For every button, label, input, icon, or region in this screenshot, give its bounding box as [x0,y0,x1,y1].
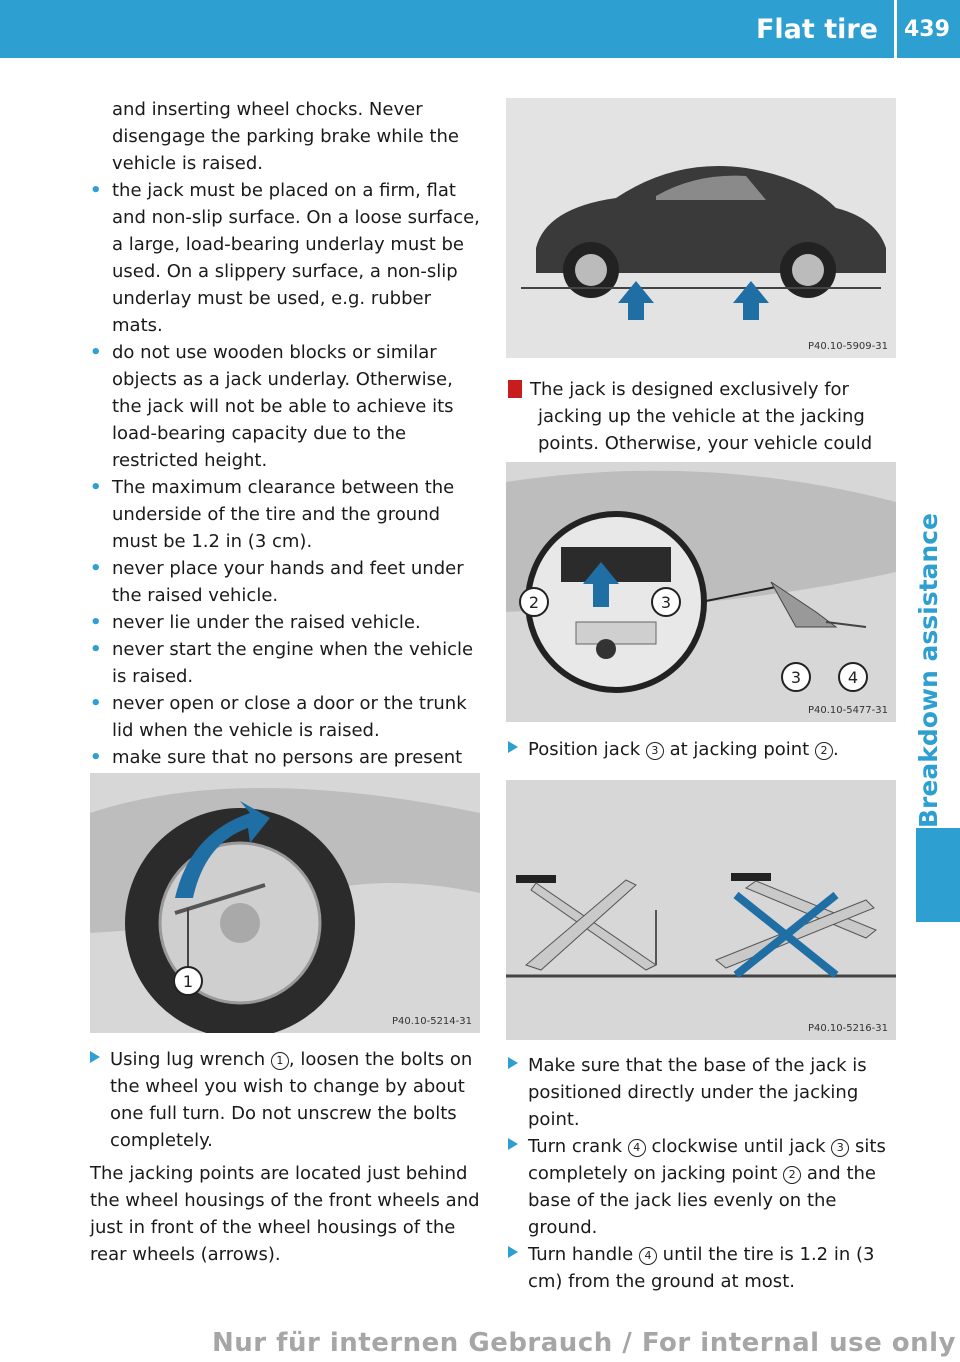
position-step: Position jack 3 at jacking point 2 . [508,736,900,763]
callout-3: 3 [660,593,672,612]
step-arrow-icon [508,1138,518,1150]
step-arrow-icon [508,741,518,753]
list-item: • never place your hands and feet under the raised vehicle. [90,558,464,606]
vehicle-jacking-points-figure [506,98,896,358]
list-item: • The maximum clearance between the underside of the tire and the ground must be 1.2 in (3 cm). [90,477,455,552]
car-side-illustration [506,98,896,358]
step-arrow-icon [508,1057,518,1069]
list-item: • the jack must be placed on a firm, flat and non-slip surface. On a loose surface, a large, load-bearing underlay must be used. On a slippery surface, a non-slip underlay must be used, e.g. rubber mats. [90,180,480,336]
callout-1: 1 [182,972,194,991]
page-header [0,0,960,58]
left-column-lower [90,1046,482,1268]
figure-code: P40.10-5477-31 [807,705,888,716]
lug-wrench-figure [90,773,480,1033]
section-tab-block [916,828,960,922]
intro-text: and inserting wheel chocks. Never disengage the parking brake while the vehicle is raised. [112,99,459,174]
jack-comparison-illustration [506,780,896,1040]
instruction-step: Turn handle 4 until the tire is 1.2 in (3 cm) from the ground at most. [508,1241,900,1295]
list-item: • never open or close a door or the trunk lid when the vehicle is raised. [90,693,467,741]
page-number: 439 [904,17,950,42]
jack-position-figure [506,462,896,722]
wheel-illustration [90,773,480,1033]
instruction-step: Make sure that the base of the jack is positioned directly under the jacking point. [508,1052,900,1133]
header-divider [894,0,897,58]
left-column [90,96,482,798]
instruction-step: Turn crank 4 clockwise until jack 3 sits completely on jacking point 2 and the base of the jack lies evenly on the ground. [508,1133,900,1241]
callout-ref: 1 [271,1052,289,1070]
figure-code: P40.10-5214-31 [391,1016,472,1027]
jacking-points-text: The jacking points are located just behind the wheel housings of the front wheels and just in front of the wheel housings of the rear wheels (arrows). [90,1163,480,1265]
callout-4: 4 [847,668,859,687]
list-item: • never lie under the raised vehicle. [90,612,421,633]
internal-use-footer: Nur für internen Gebrauch / For internal use only [212,1328,957,1358]
list-item: • never start the engine when the vehicle is raised. [90,639,474,687]
figure-code: P40.10-5909-31 [807,341,888,352]
jack-correct-incorrect-figure [506,780,896,1040]
instruction-step: Using lug wrench 1 , loosen the bolts on the wheel you wish to change by about one full turn. Do not unscrew the bolts completely. [90,1046,482,1154]
warning-icon: ! [508,380,522,398]
warning-text: The jack is designed exclusively for jacking up the vehicle at the jacking points. Otherwise, your vehicle could [530,379,873,454]
step-arrow-icon [90,1051,100,1063]
list-item: • do not use wooden blocks or similar objects as a jack underlay. Otherwise, the jack will not be able to achieve its load-bearing capacity due to the restricted height. [90,342,454,471]
section-tab [910,58,960,1018]
list-item: • make sure that no persons are present [90,747,463,768]
page-title: Flat tire [755,14,878,45]
callout-3b: 3 [790,668,802,687]
right-steps [508,1052,900,1295]
jack-illustration [506,462,896,722]
figure-code: P40.10-5216-31 [807,1023,888,1034]
step-arrow-icon [508,1246,518,1258]
callout-2: 2 [528,593,540,612]
section-label: Breakdown assistance [914,513,943,828]
